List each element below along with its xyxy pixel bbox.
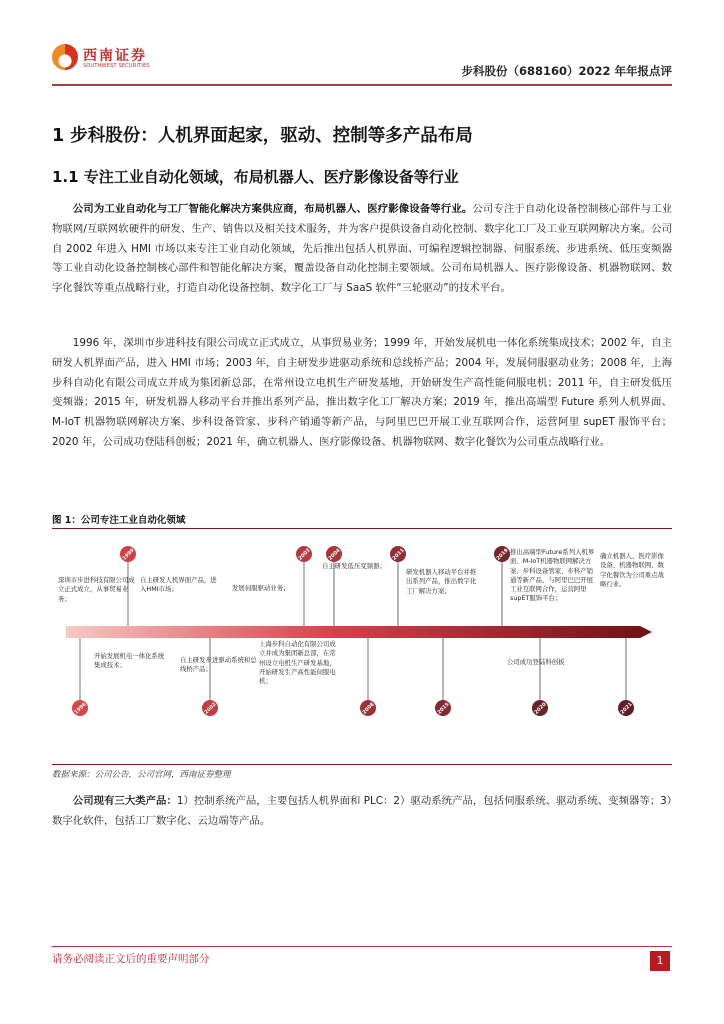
timeline-note-2011: 自主研发低压变频器；: [322, 562, 386, 570]
paragraph-company-overview: [52, 200, 672, 299]
timeline-note-2003: 自主研发步进驱动系统和总线桥产品；: [180, 656, 257, 674]
paragraph-body: 公司专注于自动化设备控制核心部件与工业物联网/互联网软硬件的研发、生产、销售以及相关技术服务，并为客户提供设备自动化控制、数字化工厂及工业互联网解决方案。公司自 2002 年进入 HMI 市场以来专注工业自动化领域，先后推出包括人机界面、可编程逻辑控制器、伺服系统、步进系统、低压变频器等工业自动化设备控制核心部件和智能化解决方案，覆盖设备自动化控制主要领域。公司布局机器人、医疗影像设备、机器物联网、数字化餐饮等重点战略行业，打造自动化设备控制、数字化工厂与 SaaS 软件“三轮驱动”的技术平台。: [52, 203, 672, 295]
timeline-figure: [52, 532, 672, 762]
timeline-note-2008: 上海步科自动化有限公司成立并成为集团新总部，在常州设立电机生产研发基地，开始研发生产高性能伺服电机；: [259, 640, 336, 686]
timeline-note-2002: 自主研发人机界面产品，进入HMI市场；: [140, 576, 217, 594]
timeline-note-1996: 深圳市步进科技有限公司成立正式成立，从事贸易业务；: [58, 576, 135, 603]
timeline-note-2021: 确立机器人、医疗影像设备、机器物联网、数字化餐饮为公司重点战略行业。: [600, 552, 664, 588]
timeline-note-2019: 推出高端型Future系列人机界面、M-loT机器物联网解决方案、步科设备管家、步科产销通等新产品，与阿里巴巴开展工业互联网合作，运营阿里supET服饰平台；: [510, 548, 595, 603]
timeline-arrow: [66, 626, 652, 638]
header-divider: [52, 84, 672, 86]
timeline-year-1999: 1999: [121, 547, 136, 562]
timeline-year-1996: 1996: [73, 701, 88, 716]
timeline-year-2004: 2004: [327, 547, 342, 562]
timeline-year-2021: 2021: [619, 701, 634, 716]
paragraph-products: [52, 791, 672, 831]
logo-english-name: SOUTHWEST SECURITIES: [83, 63, 150, 69]
timeline-note-2015: 研发机器人移动平台并推出系列产品，推出数字化工厂解决方案；: [406, 568, 477, 595]
timeline-year-2015: 2015: [436, 701, 451, 716]
logo-mark-icon: [52, 44, 78, 70]
timeline-year-2011: 2011: [391, 547, 406, 562]
timeline-year-2003: 2003: [297, 547, 312, 562]
footer-divider: [52, 946, 672, 947]
logo-chinese-name: 西南证券: [83, 48, 147, 64]
paragraph-body: 1）控制系统产品，主要包括人机界面和 PLC：2）驱动系统产品，包括伺服系统、驱动系统、变频器等；3）数字化软件，包括工厂数字化、云边端等产品。: [52, 795, 672, 827]
subsection-title: 1.1 专注工业自动化领域，布局机器人、医疗影像设备等行业: [52, 168, 459, 186]
timeline-note-2020: 公司成功登陆科创板: [507, 658, 565, 666]
page-number: 1: [650, 951, 670, 971]
paragraph-lead: 公司现有三大类产品：: [72, 795, 177, 807]
figure-title: 图 1：公司专注工业自动化领域: [52, 515, 186, 526]
company-logo: [52, 42, 172, 78]
paragraph-lead: 公司为工业自动化与工厂智能化解决方案供应商，布局机器人、医疗影像设备等行业。: [72, 203, 473, 215]
timeline-note-1999: 开始发展机电一体化系统集成技术；: [94, 652, 165, 670]
figure-top-rule: [52, 528, 672, 529]
figure-bottom-rule: [52, 764, 672, 765]
timeline-year-2020: 2020: [533, 701, 548, 716]
section-title: 1 步科股份：人机界面起家，驱动、控制等多产品布局: [52, 126, 473, 146]
timeline-year-2019: 2019: [495, 547, 510, 562]
timeline-year-2002: 2002: [203, 701, 218, 716]
paragraph-history: 1996 年，深圳市步进科技有限公司成立正式成立，从事贸易业务；1999 年，开始发展机电一体化系统集成技术；2002 年，自主研发人机界面产品，进入 HMI 市场；2003 年，自主研发步进驱动系统和总线桥产品；2004 年，发展伺服驱动业务；2008 年，上海步科自动化有限公司成立并成为集团新总部，在常州设立电机生产研发基地，开始研发生产高性能伺服电机；2011 年，自主研发低压变频器；2015 年，研发机器人移动平台并推出系列产品，推出数字化工厂解决方案；2019 年，推出高端型 Future 系列人机界面、M-loT 机器物联网解决方案、步科设备管家、步科产销通等新产品，与阿里巴巴开展工业互联网合作，运营阿里 supET 服饰平台；2020 年，公司成功登陆科创板；2021 年，确立机器人、医疗影像设备、机器物联网、数字化餐饮为公司重点战略行业。: [52, 337, 672, 448]
timeline-year-2008: 2008: [361, 701, 376, 716]
report-title: 步科股份（688160）2022 年年报点评: [461, 64, 672, 78]
footer-disclaimer: 请务必阅读正文后的重要声明部分: [52, 953, 210, 965]
page-header: [0, 0, 724, 90]
timeline-note-2004: 发展伺服驱动业务；: [232, 584, 290, 592]
figure-source: 数据来源：公司公告，公司官网，西南证券整理: [52, 770, 231, 780]
